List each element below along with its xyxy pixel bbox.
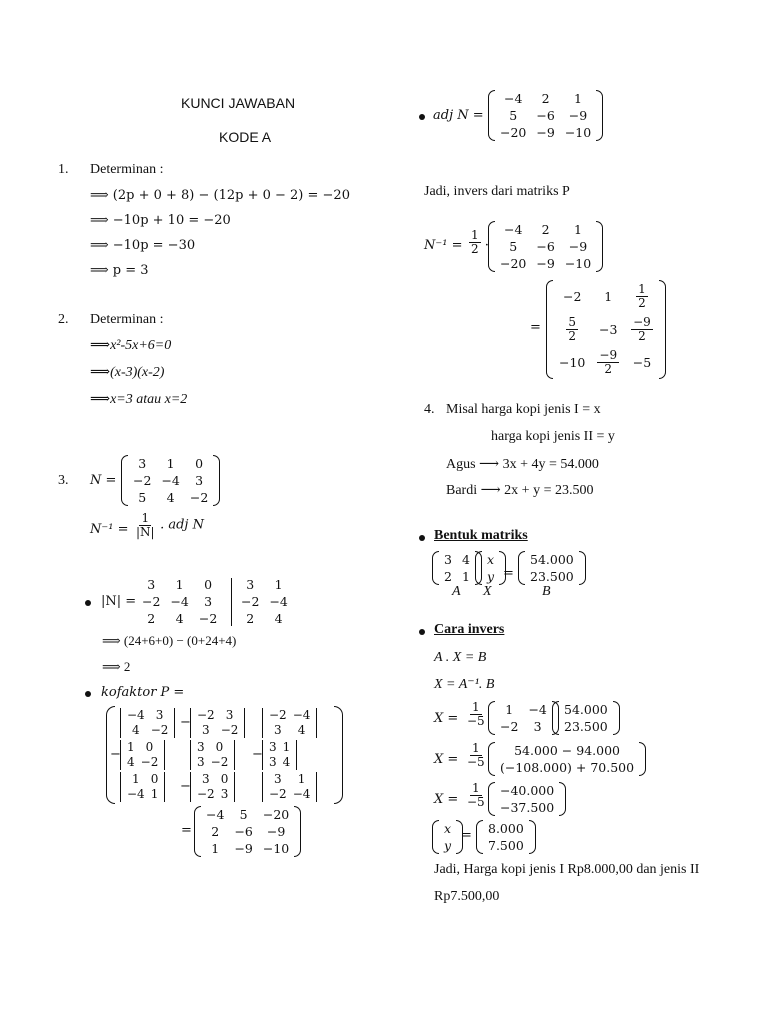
- q4-line-2: harga kopi jenis II = y: [491, 429, 615, 444]
- kof-eq: =: [181, 823, 192, 838]
- det-left-matrix: [137, 576, 222, 627]
- frac-num: 1: [472, 700, 480, 714]
- matrix-bracket-left: [552, 701, 559, 735]
- matrix-cell: 4: [132, 723, 140, 737]
- matrix-cell: 3: [533, 719, 542, 734]
- x-eq-3: X =: [434, 792, 459, 807]
- matrix-cell: −10: [262, 841, 290, 856]
- matrix-cell: 3: [204, 594, 213, 609]
- minor-sign: −: [252, 747, 263, 762]
- agus-line: Agus ⟶ 3x + 4y = 54.000: [446, 457, 599, 472]
- matrix-cell: 1: [574, 91, 582, 106]
- matrix-bracket-left: [476, 820, 483, 854]
- minor-sign: −: [110, 747, 121, 762]
- matrix-cell: −2: [220, 723, 239, 737]
- matrix-cell: −4: [528, 702, 547, 717]
- matrix-cell: 8.000: [488, 821, 524, 836]
- matrix-cell: 2: [541, 91, 550, 106]
- matrix-cell: 1: [282, 740, 291, 754]
- matrix-bracket-left: [488, 782, 495, 816]
- matrix-bracket-right: [579, 551, 586, 585]
- matrix-cell: 54.000: [530, 552, 574, 567]
- jadi-label: Jadi, invers dari matriks P: [424, 184, 570, 199]
- matrix-cell: [591, 346, 625, 379]
- matrix-cell: 4: [282, 755, 291, 769]
- matrix-cell: 5: [509, 239, 518, 254]
- matrix-cell: 3: [195, 473, 204, 488]
- matrix-cell: 1: [127, 740, 135, 754]
- matrix-cell: 3: [138, 456, 147, 471]
- inv-rest: . adj N: [160, 517, 204, 533]
- kof-result-matrix: [194, 806, 301, 857]
- kofaktor-label: kofaktor P =: [101, 685, 185, 700]
- conclusion-2: Rp7.500,00: [434, 889, 500, 904]
- matrix-cell: 3: [274, 772, 282, 786]
- det-separator: [231, 578, 232, 626]
- matrix-cell: −10: [564, 125, 592, 140]
- matrix-cell: 3: [155, 708, 164, 722]
- jadi-text: [424, 184, 570, 200]
- matrix-cell: −5: [632, 355, 652, 370]
- matrix-cell: 1: [211, 841, 220, 856]
- matrix-cell: −2: [241, 594, 260, 609]
- matrix-bracket-left: [488, 221, 495, 272]
- matrix-cell: −2: [150, 723, 169, 737]
- matrix-cell: −2: [562, 289, 582, 304]
- minor-sign: −: [180, 715, 191, 730]
- cara-line-2: X = A⁻¹. B: [434, 677, 495, 692]
- matrix-cell: 4: [127, 755, 135, 769]
- matrix-cell: 4: [166, 490, 175, 505]
- matrix-cell: 2: [541, 222, 550, 237]
- bardi-line: Bardi ⟶ 2x + y = 23.500: [446, 483, 594, 498]
- matrix-bracket-right: [559, 782, 566, 816]
- matrix-cell: 1: [166, 456, 175, 471]
- matrix-cell: 1: [150, 787, 159, 801]
- matrix-bracket-right: [293, 740, 297, 770]
- matrix-cell: −9: [568, 108, 588, 123]
- q2-line-1: ⟹x²-5x+6=0: [90, 338, 172, 353]
- conclusion-1: Jadi, Harga kopi jenis I Rp8.000,00 dan jenis II: [434, 862, 700, 877]
- minor-determinant: [120, 772, 165, 802]
- q4-line-1: Misal harga kopi jenis I = x: [446, 402, 601, 417]
- matrix-cell: 3: [147, 577, 156, 592]
- matrix-cell: −9: [536, 256, 555, 271]
- minor-determinant: [262, 708, 317, 738]
- matrix-cell: −4: [170, 594, 189, 609]
- matrix-cell: [625, 313, 659, 346]
- matrix-cell: −6: [234, 824, 253, 839]
- frac-den: −5: [467, 755, 485, 769]
- matrix-cell: −2: [210, 755, 229, 769]
- matrix-cell: −2: [140, 755, 159, 769]
- matrix-cell: 3: [202, 772, 210, 786]
- adj-label: adj N =: [433, 108, 484, 123]
- matrix-cell: −2: [142, 594, 161, 609]
- matrix-cell: 1: [297, 772, 306, 786]
- matrix-b: [518, 551, 586, 585]
- matrix-x: [475, 551, 506, 585]
- matrix-bracket-right: [213, 455, 220, 506]
- matrix-cell: 2: [211, 824, 220, 839]
- cara-heading: Cara invers: [434, 622, 505, 637]
- matrix-bracket-right: [529, 820, 536, 854]
- matrix-cell: −20: [262, 807, 290, 822]
- matrix-cell: −6: [536, 108, 555, 123]
- matrix-bracket-right: [596, 221, 603, 272]
- matrix-cell: y: [487, 569, 495, 584]
- matrix-bracket-left: [546, 280, 553, 379]
- frac-2: [465, 742, 487, 769]
- q3-number: 3.: [58, 473, 69, 488]
- matrix-cell: 5: [509, 108, 518, 123]
- matrix-cell: 3: [197, 755, 205, 769]
- matrix-cell: −2: [133, 473, 152, 488]
- ninv2-label: N⁻¹ =: [424, 238, 463, 253]
- matrix-cell: 3: [274, 723, 282, 737]
- q2-number: 2.: [58, 312, 69, 327]
- q1-label: Determinan :: [90, 162, 164, 177]
- matrix-cell: 3: [269, 740, 277, 754]
- matrix-cell: −2: [197, 708, 215, 722]
- minor-determinant: [262, 740, 297, 770]
- matrix-cell: −4: [269, 594, 288, 609]
- matrix-cell: −9: [266, 824, 286, 839]
- matrix-cell: 3: [269, 755, 277, 769]
- matrix-cell: 4: [274, 611, 283, 626]
- matrix-bracket-left: [488, 90, 495, 141]
- matrix-bracket-right: [161, 740, 165, 770]
- matrix-cell: 0: [204, 577, 213, 592]
- matrix-cell: 54.000 − 94.000: [514, 743, 620, 758]
- cell-fraction: $\frac{1}{2}$: [638, 282, 646, 310]
- matrix-cell: 3: [202, 723, 210, 737]
- frac-1: [465, 701, 487, 728]
- matrix-bracket-right: [313, 772, 317, 802]
- matrix-cell: −10: [559, 355, 586, 370]
- matrix-bracket-right: [596, 90, 603, 141]
- inv-den: |N|: [136, 525, 155, 539]
- matrix-cell: −4: [161, 473, 180, 488]
- ninv-label: N⁻¹ =: [90, 522, 129, 537]
- minor-determinant: [120, 708, 175, 738]
- matrix-bracket-right: [294, 806, 301, 857]
- matrix-bracket-left: [475, 551, 482, 585]
- minor-determinant: [190, 740, 235, 770]
- matrix-cell: −20: [500, 125, 527, 140]
- matrix-bracket-right: [231, 740, 235, 770]
- minor-sign: −: [180, 779, 191, 794]
- eq: =: [503, 566, 514, 581]
- matrix-cell: −2: [198, 611, 218, 626]
- matrix-cell: 3: [220, 787, 229, 801]
- matrix-cell: −10: [564, 256, 592, 271]
- q1-line-4: ⟹ p = 3: [90, 263, 149, 278]
- minor-determinant: [190, 772, 235, 802]
- q2-line-3: ⟹x=3 atau x=2: [90, 392, 188, 407]
- matrix-cell: −4: [292, 787, 311, 801]
- matrix-bracket-right: [231, 772, 235, 802]
- matrix-n: [121, 455, 220, 506]
- step3-vector: [488, 782, 566, 816]
- matrix-cell: −37.500: [500, 800, 555, 815]
- matrix-cell: 1: [274, 577, 283, 592]
- x-eq-1: X =: [434, 711, 459, 726]
- matrix-cell: [625, 280, 659, 313]
- matrix-cell: 0: [215, 740, 224, 754]
- label-x: X: [483, 584, 492, 599]
- matrix-bracket-left: [488, 701, 495, 735]
- q1-line-2: ⟹ −10p + 10 = −20: [90, 213, 231, 228]
- matrix-cell: 0: [150, 772, 159, 786]
- matrix-cell: 4: [297, 723, 306, 737]
- matrix-cell: −2: [197, 787, 215, 801]
- bullet: [85, 691, 91, 697]
- matrix-bracket-left: [121, 455, 128, 506]
- matrix-cell: 0: [195, 456, 204, 471]
- matrix-cell: −3: [599, 322, 618, 337]
- matrix-cell: −2: [269, 787, 287, 801]
- matrix-cell: −2: [269, 708, 287, 722]
- matrix-cell: −4: [292, 708, 311, 722]
- code: KODE A: [219, 129, 272, 145]
- x-eq-2: X =: [434, 752, 459, 767]
- matrix-cell: −9: [536, 125, 555, 140]
- matrix-cell: −40.000: [500, 783, 555, 798]
- matrix-cell: 3: [246, 577, 255, 592]
- matrix-cell: 2: [246, 611, 255, 626]
- matrix-cell: 1: [574, 222, 582, 237]
- xy-vector: [432, 820, 463, 854]
- q1-line-3: ⟹ −10p = −30: [90, 238, 196, 253]
- matrix-bracket-right: [659, 280, 666, 379]
- matrix-cell: 23.500: [530, 569, 574, 584]
- matrix-cell: 3: [444, 552, 452, 567]
- matrix-cell: 3: [197, 740, 205, 754]
- q4-number: 4.: [424, 402, 435, 417]
- step2-vector: [488, 742, 646, 776]
- title: KUNCI JAWABAN: [181, 95, 296, 111]
- minor-determinant: [262, 772, 317, 802]
- label-b: B: [542, 584, 551, 599]
- kof-right-paren: [334, 706, 343, 804]
- matrix-bracket-left: [432, 820, 439, 854]
- matrix-cell: 3: [225, 708, 234, 722]
- matrix-bracket-right: [313, 708, 317, 738]
- matrix-bracket-right: [241, 708, 245, 738]
- adj-matrix: [488, 90, 603, 141]
- matrix-cell: −9: [234, 841, 253, 856]
- n-label: N =: [90, 473, 117, 488]
- matrix-cell: 1: [132, 772, 140, 786]
- eq: =: [461, 828, 472, 843]
- bullet: [419, 629, 425, 635]
- det-calc: ⟹ (24+6+0) − (0+24+4): [102, 633, 237, 648]
- final-eq: =: [530, 320, 541, 335]
- matrix-cell: 23.500: [564, 719, 608, 734]
- matrix-bracket-left: [518, 551, 525, 585]
- matrix-cell: −9: [568, 239, 588, 254]
- matrix-cell: 1: [461, 569, 470, 584]
- matrix-cell: 5: [138, 490, 147, 505]
- matrix-bracket-right: [613, 701, 620, 735]
- label-a: A: [452, 584, 461, 599]
- matrix-cell: −4: [127, 708, 145, 722]
- adj-matrix-copy: [488, 221, 603, 272]
- matrix-cell: y: [444, 838, 452, 853]
- matrix-cell: −2: [500, 719, 519, 734]
- final-matrix: [546, 280, 666, 379]
- matrix-cell: x: [487, 552, 495, 567]
- matrix-bracket-left: [432, 551, 439, 585]
- bullet: [419, 114, 425, 120]
- matrix-bracket-left: [488, 742, 495, 776]
- bullet: [85, 600, 91, 606]
- frac-3: [465, 782, 487, 809]
- matrix-cell: −6: [536, 239, 555, 254]
- matrix-cell: 1: [604, 289, 613, 304]
- matrix-bracket-right: [161, 772, 165, 802]
- matrix-cell: −4: [503, 91, 523, 106]
- matrix-cell: 4: [175, 611, 184, 626]
- step1-matrix: [488, 701, 559, 735]
- matrix-cell: −20: [500, 256, 527, 271]
- matrix-cell: x: [444, 821, 452, 836]
- inv-num: 1: [141, 511, 150, 525]
- matrix-cell: −4: [206, 807, 225, 822]
- half-num: 1: [471, 228, 479, 242]
- q2-line-2: ⟹(x-3)(x-2): [90, 365, 165, 380]
- q1-line-1: ⟹ (2p + 0 + 8) − (12p + 0 − 2) = −20: [90, 188, 350, 203]
- matrix-cell: [553, 313, 591, 346]
- det-label: |N| =: [101, 594, 137, 609]
- matrix-cell: 7.500: [488, 838, 524, 853]
- matrix-cell: 5: [239, 807, 248, 822]
- bullet: [419, 535, 425, 541]
- matrix-cell: 1: [505, 702, 514, 717]
- matrix-cell: 0: [145, 740, 154, 754]
- det-right-matrix: [236, 576, 293, 627]
- matrix-cell: 0: [220, 772, 229, 786]
- cell-fraction: $\frac{-9}{2}$: [599, 348, 618, 376]
- matrix-cell: −4: [503, 222, 523, 237]
- cell-fraction: $\frac{5}{2}$: [568, 315, 577, 343]
- frac-num: 1: [472, 741, 480, 755]
- minor-determinant: [120, 740, 165, 770]
- frac-den: −5: [467, 795, 485, 809]
- matrix-cell: −2: [189, 490, 209, 505]
- frac-num: 1: [472, 781, 480, 795]
- matrix-bracket-left: [194, 806, 201, 857]
- frac-den: −5: [467, 714, 485, 728]
- matrix-cell: 1: [175, 577, 184, 592]
- matrix-bracket-right: [171, 708, 175, 738]
- matrix-bracket-right: [639, 742, 646, 776]
- matrix-cell: (−108.000) + 70.500: [500, 760, 635, 775]
- bentuk-heading: Bentuk matriks: [434, 528, 528, 543]
- half-den: 2: [471, 242, 479, 256]
- cell-fraction: $\frac{-9}{2}$: [633, 315, 651, 343]
- det-result: ⟹ 2: [102, 659, 131, 674]
- result-vector: [476, 820, 536, 854]
- cara-line-1: A . X = B: [434, 650, 487, 665]
- matrix-cell: 2: [147, 611, 156, 626]
- matrix-cell: −4: [127, 787, 145, 801]
- step1-vector: [552, 701, 620, 735]
- q2-label: Determinan :: [90, 312, 164, 327]
- minor-determinant: [190, 708, 245, 738]
- matrix-cell: 54.000: [564, 702, 608, 717]
- matrix-cell: 4: [461, 552, 470, 567]
- q1-number: 1.: [58, 162, 69, 177]
- half-fraction: $\frac{1}{2}$ .: [471, 228, 489, 256]
- inv-fraction: [134, 512, 204, 539]
- matrix-cell: 2: [444, 569, 452, 584]
